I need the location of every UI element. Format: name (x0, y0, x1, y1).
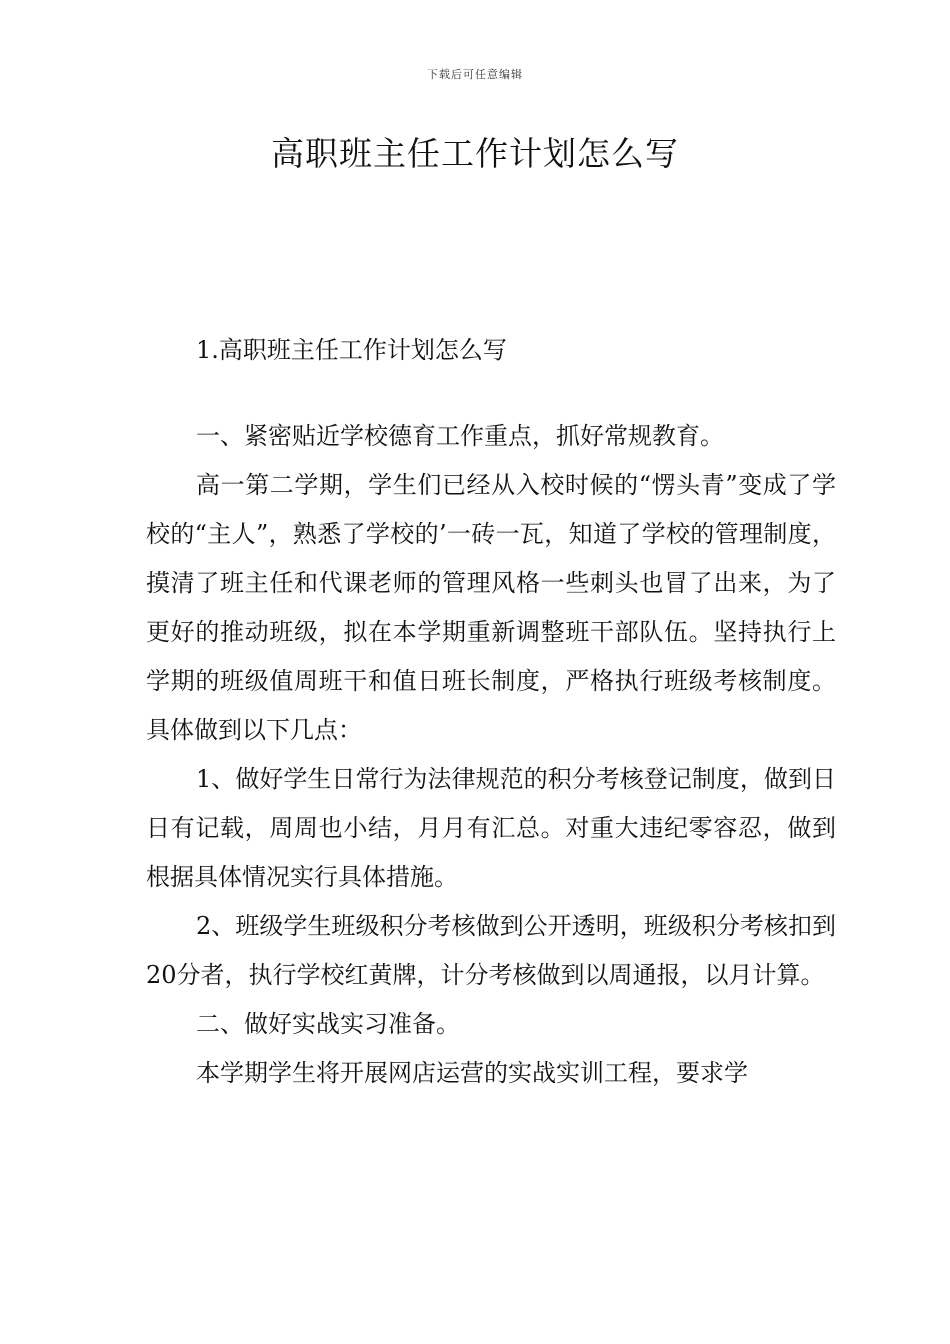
paragraph: 1、做好学生日常行为法律规范的积分考核登记制度，做到日日有记载，周周也小结，月月有汇总。对重大违纪零容忍，做到根据具体情况实行具体措施。 (146, 765, 836, 891)
paragraph: 高一第二学期，学生们已经从入校时候的“愣头青”变成了学校的“主人”，熟悉了学校的’一砖一瓦，知道了学校的管理制度，摸清了班主任和代课老师的管理风格一些刺头也冒了出来，为了更好的推动班级，拟在本学期重新调整班干部队伍。坚持执行上学期的班级值周班干和值日班长制度，严格执行班级考核制度。具体做到以下几点： (146, 471, 836, 744)
document-body (146, 326, 836, 1098)
paragraph: 本学期学生将开展网店运营的实战实训工程，要求学 (196, 1059, 748, 1087)
section-heading: 1.高职班主任工作计划怎么写 (196, 336, 507, 364)
paragraph: 2、班级学生班级积分考核做到公开透明，班级积分考核扣到20分者，执行学校红黄牌，计分考核做到以周通报，以月计算。 (146, 912, 836, 989)
document-title: 高职班主任工作计划怎么写 (271, 134, 679, 173)
paragraph: 一、紧密贴近学校德育工作重点，抓好常规教育。 (196, 422, 724, 450)
paragraph: 二、做好实战实习准备。 (196, 1010, 460, 1038)
header-note: 下载后可任意编辑 (427, 68, 523, 81)
